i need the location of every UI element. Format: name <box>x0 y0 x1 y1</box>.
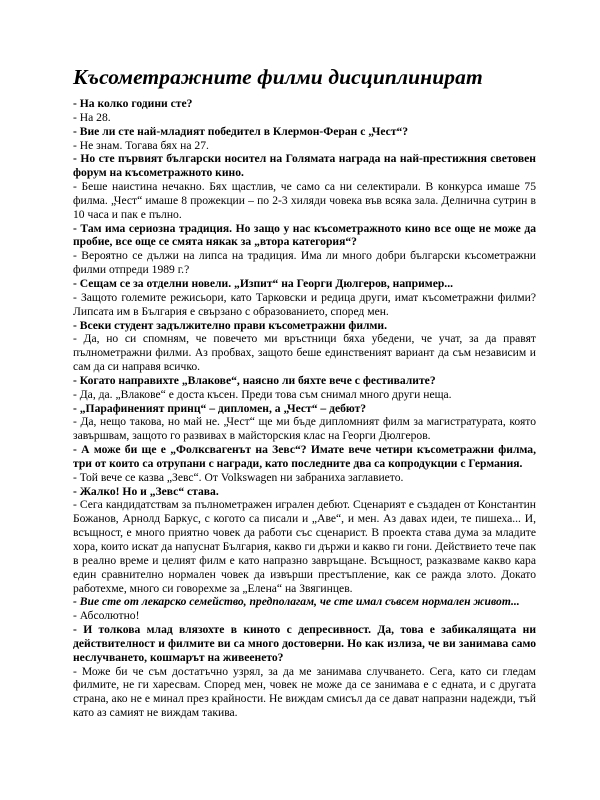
question-tradition: - Там има сериозна традиция. Но защо у нас късометражното кино все още не може да пробие, все още се смята някак за „втора категория“? <box>73 221 536 249</box>
answer-novels: - Защото големите режисьори, като Тарковски и редица други, имат късометражни филми? Липсата им в България е свързано с образованието, според мен. <box>73 290 536 318</box>
answer-paraffin-prince: - Да, нещо такова, но май не. „Чест“ ще ми бъде дипломният филм за магистратурата, която завършвам, защото го развивах в майсторския клас на Георги Дюлгеров. <box>73 415 536 443</box>
question-pity: - Жалко! Но и „Зевс“ става. <box>73 484 219 498</box>
question-novels: - Сещам се за отделни новели. „Изпит“ на Георги Дюлгеров, например... <box>73 276 453 290</box>
answer-family: - Абсолютно! <box>73 609 140 623</box>
answer-zeus: - Той вече се казва „Зевс“. От Volkswagen ни забраниха заглавието. <box>73 470 404 484</box>
answer-feature-debut: - Сега кандидатствам за пълнометражен игрален дебют. Сценарият е създаден от Константин Божанов, Арнолд Баркус, с когото са писали и „Аве“, и мен. Аз давах идеи, те пишеха... И, всъщност, е много приятно човек да работи със сценарист. В проекта става дума за младите хора, които искат да напуснат България, какво ги държи и какво ги гони. Действието тече пак в реално време и целият филм е като напразно завръщане. Всъщност, разказваме какво кара един сравнително нормален човек да извърши престъпление, как се ражда злото. Докато работехме, много си говорехме за „Елена“ на Звягинцев. <box>73 498 536 595</box>
question-students: - Всеки студент задължително прави късометражни филми. <box>73 318 388 332</box>
answer-age: - На 28. <box>73 110 111 124</box>
question-trains: - Когато направихте „Влакове“, наясно ли бяхте вече с фестивалите? <box>73 373 436 387</box>
answer-tradition: - Вероятно се дължи на липса на традиция. Има ли много добри български късометражни филми отпреди 1989 г.? <box>73 249 536 277</box>
answer-first-bulgarian: - Беше наистина нечакно. Бях щастлив, че само са ни селектирали. В конкурса имаше 75 филма. „Чест“ имаше 8 прожекции – по 2-3 хиляди човека във всяка зала. Делнична сутрин в 10 часа и пак е пълно. <box>73 180 536 221</box>
interview-body <box>73 97 536 720</box>
question-family: - Вие сте от лекарско семейство, предполагам, че сте имал съвсем нормален живот... <box>73 595 520 609</box>
question-first-bulgarian: - Но сте първият български носител на Голямата награда на най-престижния световен форум на късометражното кино. <box>73 152 536 180</box>
article-title: Късометражните филми дисциплинират <box>73 65 483 89</box>
question-youngest-winner: - Вие ли сте най-младият победител в Клермон-Феран с „Чест“? <box>73 124 409 138</box>
question-depression: - И толкова млад влязохте в киното с депресивност. Да, това е забикалящата ни действителност и филмите ви са много достоверни. Но как излиза, че ви занимава само неслучването, кошмарът на живеенето? <box>73 623 536 664</box>
question-zeus: - А може би ще е „Фолксвагенът на Зевс“? Имате вече четири късометражни филма, три от които са отрупани с награди, като последните два са копродукции с Германия. <box>73 443 536 470</box>
answer-depression: - Може би че съм достатъчно узрял, за да ме занимава случването. Сега, като си гледам филмите, не ги харесвам. Според мен, човек не може да се занимава е с едната, и с другата страна, ако не е минал през крайности. Не виждам смисъл да се дават напразни надежди, тъй като аз самият не виждам такива. <box>73 664 536 720</box>
question-paraffin-prince: - „Парафиненият принц“ – дипломен, а „Чест“ – дебют? <box>73 401 367 415</box>
question-age: - На колко години сте? <box>73 97 193 110</box>
answer-trains: - Да, да. „Влакове“ е доста късен. Преди това съм снимал много други неща. <box>73 387 452 401</box>
answer-youngest-winner: - Не знам. Тогава бях на 27. <box>73 138 209 152</box>
answer-students: - Да, но си спомням, че повечето ми връстници бяха убедени, че учат, за да правят пълнометражни филми. Аз пробвах, защото беше единственият вариант да съм независим и сам да си направя всичко. <box>73 332 536 374</box>
